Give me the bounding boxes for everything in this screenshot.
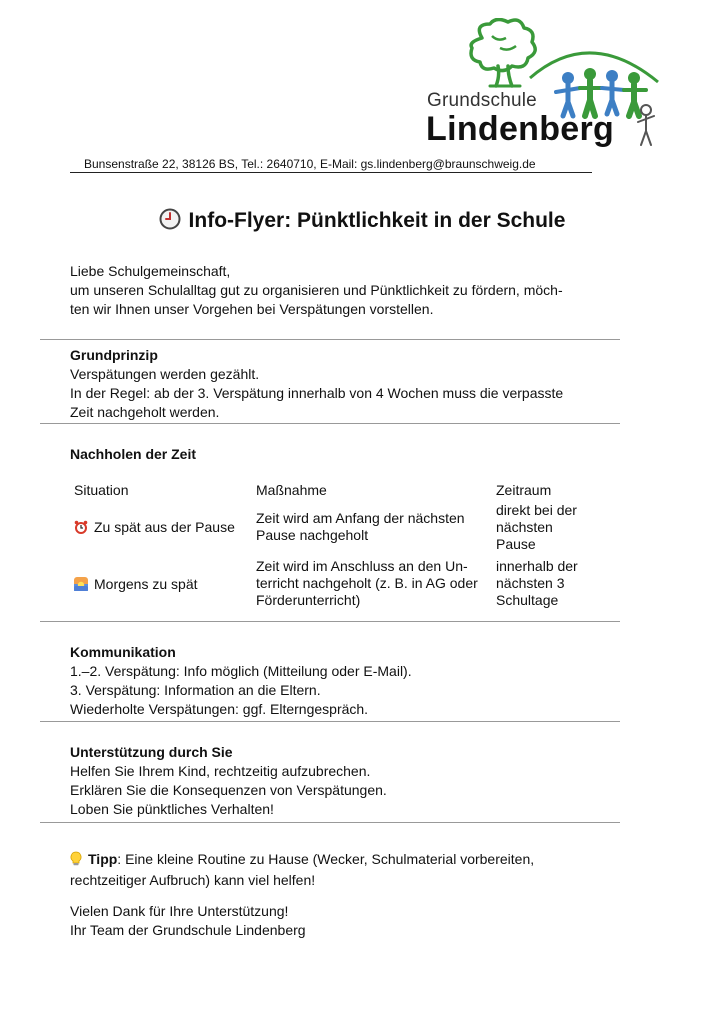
section-heading: Unterstützung durch Sie bbox=[70, 744, 233, 760]
situation-text: Morgens zu spät bbox=[94, 576, 198, 592]
intro-paragraph bbox=[70, 262, 610, 319]
nachholen-table bbox=[70, 480, 610, 610]
section-line: Erklären Sie die Konsequenzen von Verspätungen. bbox=[70, 782, 387, 798]
table-header-situation: Situation bbox=[74, 482, 129, 498]
closing-line: Vielen Dank für Ihre Unterstützung! bbox=[70, 903, 289, 919]
sunrise-icon bbox=[74, 577, 88, 595]
page-title bbox=[0, 208, 724, 236]
section-heading: Kommunikation bbox=[70, 644, 176, 660]
table-header-zeitraum: Zeitraum bbox=[496, 482, 552, 498]
section-divider bbox=[40, 822, 620, 823]
zeitraum-line: direkt bei der bbox=[496, 502, 577, 518]
massnahme-line: Pause nachgeholt bbox=[256, 527, 369, 543]
table-cell-zeitraum bbox=[496, 502, 606, 553]
table-row bbox=[70, 554, 610, 610]
section-nachholen-heading bbox=[70, 445, 610, 464]
table-header-row bbox=[70, 480, 610, 502]
massnahme-line: terricht nachgeholt (z. B. in AG oder bbox=[256, 575, 478, 591]
lightbulb-icon bbox=[70, 851, 82, 871]
intro-line: Liebe Schulgemeinschaft, bbox=[70, 263, 231, 279]
school-logo bbox=[420, 18, 670, 160]
section-heading: Grundprinzip bbox=[70, 347, 158, 363]
section-line: Zeit nachgeholt werden. bbox=[70, 404, 220, 420]
section-line: In der Regel: ab der 3. Verspätung innerhalb von 4 Wochen muss die verpasste bbox=[70, 385, 564, 401]
clock-icon bbox=[159, 208, 181, 236]
section-heading: Nachholen der Zeit bbox=[70, 446, 197, 462]
zeitraum-line: Pause bbox=[496, 536, 536, 552]
closing bbox=[70, 902, 610, 940]
table-cell-situation bbox=[74, 519, 235, 538]
table-cell-massnahme bbox=[256, 510, 484, 544]
section-kommunikation bbox=[70, 643, 610, 719]
tip-text: : Eine kleine Routine zu Hause (Wecker, Schulmaterial vorbereiten, bbox=[117, 851, 535, 867]
address-line: Bunsenstraße 22, 38126 BS, Tel.: 2640710, E-Mail: gs.lindenberg@braunschweig.de bbox=[70, 157, 592, 173]
tip-line bbox=[70, 850, 610, 871]
section-line: Wiederholte Verspätungen: ggf. Elterngespräch. bbox=[70, 701, 369, 717]
tip-box bbox=[70, 850, 610, 890]
zeitraum-line: nächsten bbox=[496, 519, 553, 535]
tip-line: rechtzeitiger Aufbruch) kann viel helfen! bbox=[70, 872, 316, 888]
logo-word-grundschule: Grundschule bbox=[427, 90, 537, 111]
section-line: 3. Verspätung: Information an die Eltern. bbox=[70, 682, 321, 698]
section-grundprinzip bbox=[70, 346, 610, 422]
zeitraum-line: innerhalb der bbox=[496, 558, 578, 574]
section-line: 1.–2. Verspätung: Info möglich (Mitteilung oder E-Mail). bbox=[70, 663, 412, 679]
section-line: Loben Sie pünktliches Verhalten! bbox=[70, 801, 274, 817]
section-divider bbox=[40, 339, 620, 340]
section-unterstuetzung bbox=[70, 743, 610, 819]
section-line: Verspätungen werden gezählt. bbox=[70, 366, 260, 382]
table-header-massnahme: Maßnahme bbox=[256, 482, 327, 498]
situation-text: Zu spät aus der Pause bbox=[94, 519, 235, 535]
table-row bbox=[70, 502, 610, 554]
massnahme-line: Zeit wird am Anfang der nächsten bbox=[256, 510, 465, 526]
alarm-clock-icon bbox=[74, 520, 88, 538]
massnahme-line: Förderunterricht) bbox=[256, 592, 361, 608]
intro-line: um unseren Schulalltag gut zu organisieren und Pünktlichkeit zu fördern, möch- bbox=[70, 282, 563, 298]
massnahme-line: Zeit wird im Anschluss an den Un- bbox=[256, 558, 468, 574]
section-line: Helfen Sie Ihrem Kind, rechtzeitig aufzubrechen. bbox=[70, 763, 371, 779]
tip-label: Tipp bbox=[88, 851, 118, 867]
table-cell-zeitraum bbox=[496, 558, 606, 609]
zeitraum-line: Schultage bbox=[496, 592, 559, 608]
table-cell-situation bbox=[74, 576, 198, 595]
section-divider bbox=[40, 721, 620, 722]
logo-word-lindenberg: Lindenberg bbox=[426, 110, 615, 148]
section-divider bbox=[40, 423, 620, 424]
table-cell-massnahme bbox=[256, 558, 484, 609]
page-title-text: Info-Flyer: Pünktlichkeit in der Schule bbox=[188, 209, 566, 232]
section-divider bbox=[40, 621, 620, 622]
zeitraum-line: nächsten 3 bbox=[496, 575, 565, 591]
closing-line: Ihr Team der Grundschule Lindenberg bbox=[70, 922, 306, 938]
intro-line: ten wir Ihnen unser Vorgehen bei Verspätungen vorstellen. bbox=[70, 301, 434, 317]
